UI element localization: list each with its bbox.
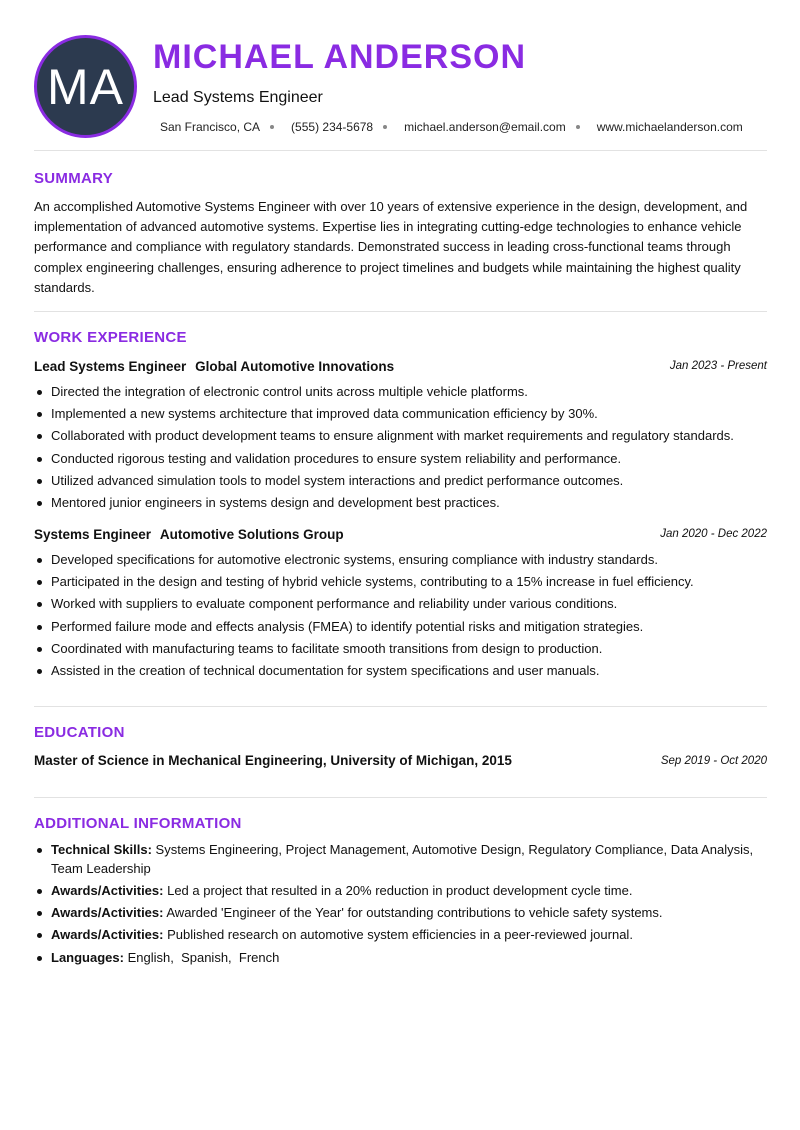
list-item [34, 841, 774, 878]
candidate-role: Lead Systems Engineer [153, 89, 323, 106]
info-label: Awards/Activities: [51, 882, 164, 898]
job-dates: Jan 2020 - Dec 2022 [660, 528, 767, 540]
job-header [34, 527, 767, 545]
contact-email[interactable]: michael.anderson@email.com [404, 120, 566, 134]
info-label: Awards/Activities: [51, 904, 164, 920]
education-degree: Master of Science in Mechanical Engineering, University of Michigan, 2015 [34, 753, 512, 768]
info-text: English, Spanish, French [127, 950, 280, 965]
education-dates: Sep 2019 - Oct 2020 [660, 755, 767, 767]
divider [34, 797, 767, 798]
education-heading: EDUCATION [34, 724, 125, 741]
list-item [34, 949, 774, 968]
list-item: Implemented a new systems architecture that improved data communication efficiency by 30%. [34, 403, 774, 425]
job-title: Systems Engineer [34, 527, 152, 542]
job-dates: Jan 2023 - Present [669, 360, 767, 372]
info-label: Awards/Activities: [51, 926, 164, 942]
info-label: Languages: [51, 950, 124, 965]
info-text: Awarded 'Engineer of the Year' for outstanding contributions to vehicle safety systems. [166, 904, 663, 920]
separator-dot-icon [383, 125, 387, 129]
summary-text: An accomplished Automotive Systems Engineer with over 10 years of extensive experience in the design, development, and implementation of advanced automotive systems. Expertise lies in integrating cutting-edge technologies to enhance vehicle performance and compliance with regulatory standards. Demonstrated success in leading cross-functional teams through complex engineering challenges, ensuring adherence to project timelines and budgets while maintaining the highest quality standards. [34, 199, 748, 295]
list-item [34, 904, 774, 923]
contact-bar [160, 120, 743, 134]
list-item: Developed specifications for automotive electronic systems, ensuring compliance with industry standards. [34, 549, 774, 571]
separator-dot-icon [576, 125, 580, 129]
list-item: Collaborated with product development teams to ensure alignment with market requirements and regulatory standards. [34, 425, 774, 447]
job-title-line [34, 359, 394, 374]
job-title: Lead Systems Engineer [34, 359, 187, 374]
additional-info-heading: ADDITIONAL INFORMATION [34, 815, 242, 832]
list-item: Conducted rigorous testing and validation procedures to ensure system reliability and performance. [34, 448, 774, 470]
job-header [34, 359, 767, 377]
list-item: Assisted in the creation of technical documentation for system specifications and user manuals. [34, 660, 774, 682]
contact-website[interactable]: www.michaelanderson.com [596, 120, 743, 134]
list-item [34, 882, 774, 901]
info-text: Published research on automotive system efficiencies in a peer-reviewed journal. [167, 926, 633, 942]
avatar [34, 35, 137, 138]
info-text: Systems Engineering, Project Management, Automotive Design, Regulatory Compliance, Data Analysis, Team Leadership [51, 842, 754, 876]
education-entry [34, 753, 767, 771]
job-bullet-list [34, 381, 774, 514]
list-item: Performed failure mode and effects analysis (FMEA) to identify potential risks and mitigation strategies. [34, 616, 774, 638]
list-item [34, 926, 774, 945]
list-item: Directed the integration of electronic control units across multiple vehicle platforms. [34, 381, 774, 403]
list-item: Utilized advanced simulation tools to model system interactions and predict performance outcomes. [34, 470, 774, 492]
summary-heading: SUMMARY [34, 170, 114, 187]
separator-dot-icon [270, 125, 274, 129]
info-label: Technical Skills: [51, 842, 152, 857]
divider [34, 311, 767, 312]
job-company: Global Automotive Innovations [195, 359, 395, 374]
list-item: Coordinated with manufacturing teams to facilitate smooth transitions from design to production. [34, 638, 774, 660]
job-company: Automotive Solutions Group [159, 527, 344, 542]
contact-location: San Francisco, CA [160, 120, 261, 134]
job-bullet-list [34, 549, 774, 682]
work-experience-heading: WORK EXPERIENCE [34, 329, 187, 346]
divider [34, 706, 767, 707]
divider [34, 150, 767, 151]
job-title-line [34, 527, 344, 542]
additional-info-list [34, 841, 774, 971]
list-item: Participated in the design and testing of hybrid vehicle systems, contributing to a 15% increase in fuel efficiency. [34, 571, 774, 593]
list-item: Worked with suppliers to evaluate component performance and reliability under various conditions. [34, 593, 774, 615]
info-text: Led a project that resulted in a 20% reduction in product development cycle time. [167, 882, 633, 898]
list-item: Mentored junior engineers in systems design and development best practices. [34, 492, 774, 514]
candidate-name: MICHAEL ANDERSON [153, 38, 527, 76]
contact-phone: (555) 234-5678 [291, 120, 374, 134]
avatar-initials: MA [47, 58, 124, 115]
